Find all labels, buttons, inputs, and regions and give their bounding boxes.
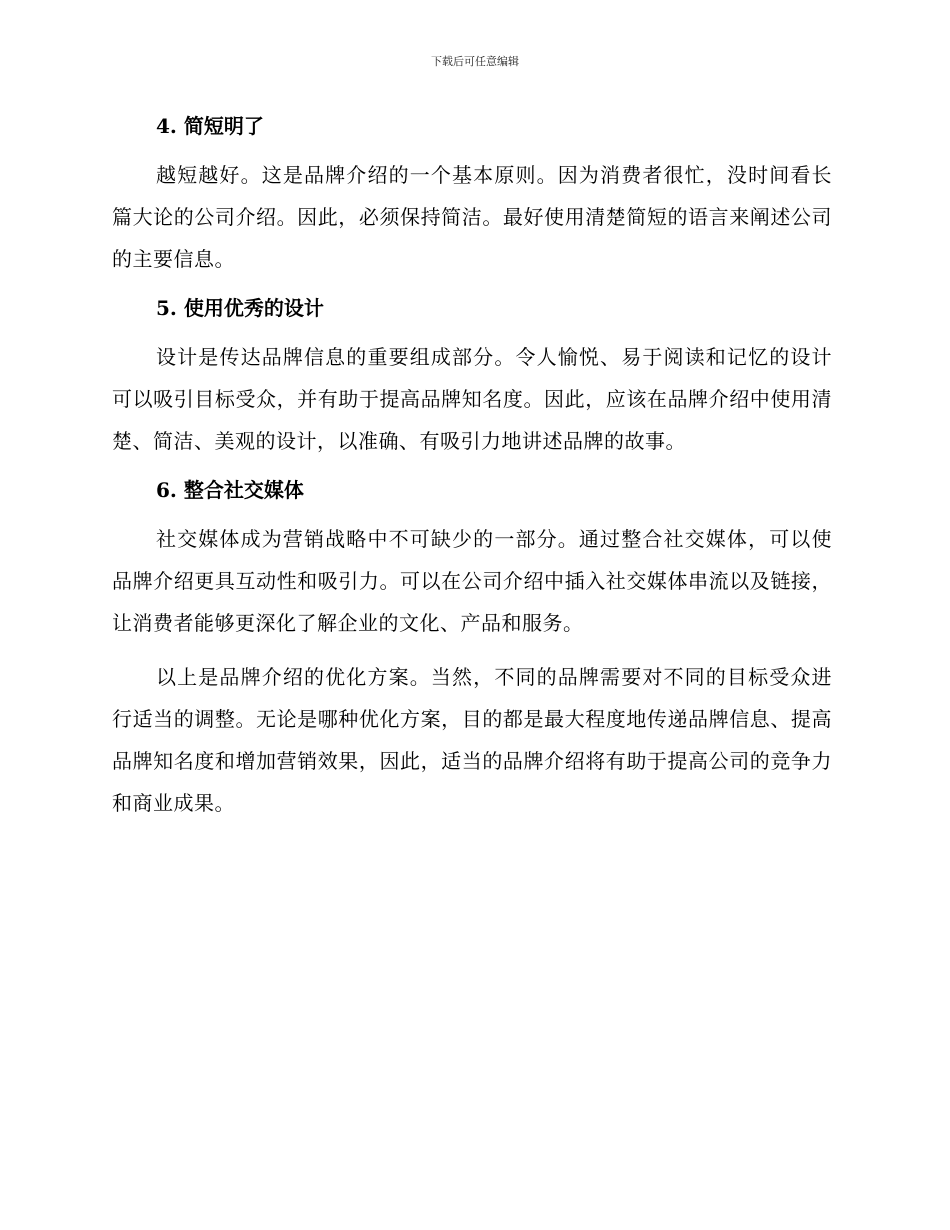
section-paragraph-5: 设计是传达品牌信息的重要组成部分。令人愉悦、易于阅读和记忆的设计可以吸引目标受众，并有助于提高品牌知名度。因此，应该在品牌介绍中使用清楚、简洁、美观的设计，以准确、有吸引力地讲述品牌的故事。: [112, 345, 832, 453]
section-paragraph-6: 社交媒体成为营销战略中不可缺少的一部分。通过整合社交媒体，可以使品牌介绍更具互动性和吸引力。可以在公司介绍中插入社交媒体串流以及链接，让消费者能够更深化了解企业的文化、产品和服务。: [112, 527, 832, 635]
section-paragraph-4: 越短越好。这是品牌介绍的一个基本原则。因为消费者很忙，没时间看长篇大论的公司介绍。因此，必须保持简洁。最好使用清楚简短的语言来阐述公司的主要信息。: [112, 163, 832, 271]
page-header: 下载后可任意编辑: [431, 55, 519, 68]
section-heading-6: 6. 整合社交媒体: [156, 478, 304, 502]
conclusion-paragraph: 以上是品牌介绍的优化方案。当然，不同的品牌需要对不同的目标受众进行适当的调整。无论是哪种优化方案，目的都是最大程度地传递品牌信息、提高品牌知名度和增加营销效果，因此，适当的品牌介绍将有助于提高公司的竞争力和商业成果。: [112, 665, 832, 815]
document-body: [112, 110, 832, 824]
section-heading-5: 5. 使用优秀的设计: [156, 296, 324, 320]
section-heading-4: 4. 简短明了: [156, 114, 264, 138]
